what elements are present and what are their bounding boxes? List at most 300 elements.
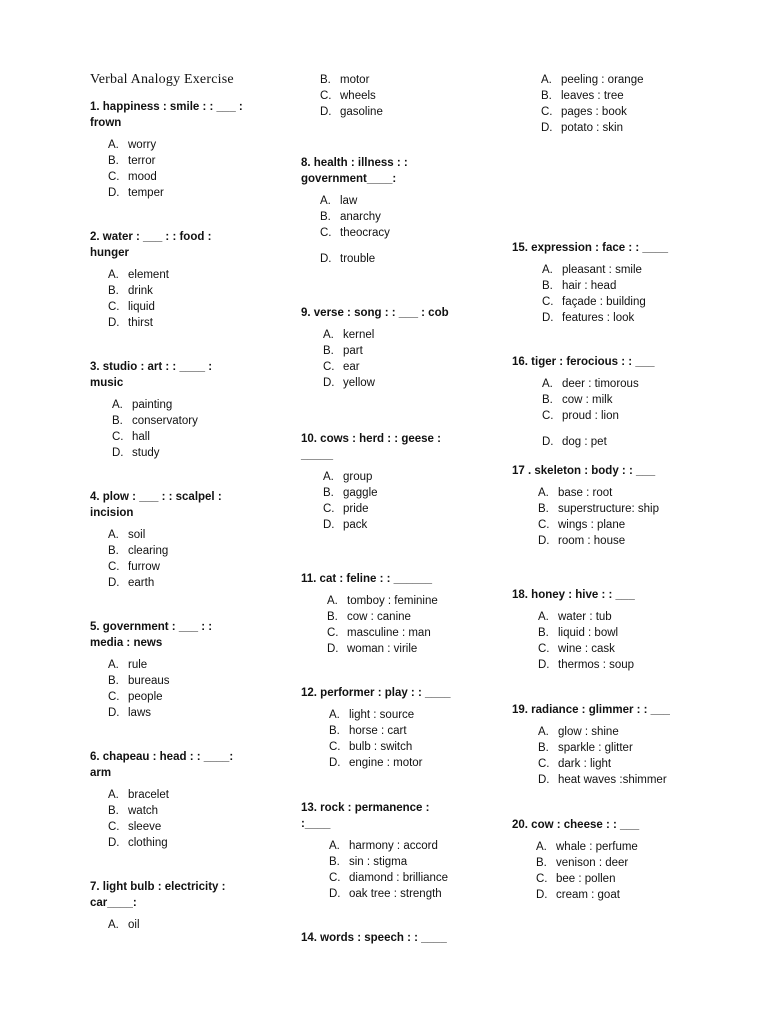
answer-option [108, 169, 243, 185]
option-text: horse : cart [349, 725, 407, 737]
option-letter: C. [108, 691, 120, 703]
option-text: façade : building [562, 296, 646, 308]
option-text: cow : canine [347, 611, 411, 623]
options-list [90, 267, 211, 331]
question-6 [90, 749, 233, 851]
option-text: ear [343, 361, 360, 373]
option-letter: A. [538, 726, 549, 738]
options-list-continued [533, 72, 643, 136]
option-text: hall [132, 431, 150, 443]
option-letter: A. [542, 264, 553, 276]
option-letter: D. [108, 707, 120, 719]
option-text: sparkle : glitter [558, 742, 633, 754]
answer-option [538, 724, 670, 740]
question-text-continued: frown [90, 117, 122, 129]
option-letter: B. [323, 487, 334, 499]
option-text: dog : pet [562, 436, 607, 448]
option-letter: A. [108, 919, 119, 931]
question-text: 12. performer : play : : ____ [301, 687, 451, 699]
options-list [512, 724, 670, 788]
option-text: pleasant : smile [562, 264, 642, 276]
option-text: group [343, 471, 373, 483]
option-letter: D. [108, 317, 120, 329]
answer-option [538, 609, 635, 625]
option-text: drink [128, 285, 153, 297]
answer-option [538, 740, 670, 756]
option-text: terror [128, 155, 156, 167]
option-letter: C. [112, 431, 124, 443]
options-list [301, 193, 408, 267]
question-2 [90, 229, 211, 331]
answer-option [538, 533, 659, 549]
answer-option [538, 625, 635, 641]
option-text: venison : deer [556, 857, 629, 869]
option-text: sin : stigma [349, 856, 408, 868]
answer-option [108, 153, 243, 169]
answer-option [538, 772, 670, 788]
option-text: study [132, 447, 160, 459]
option-text: element [128, 269, 169, 281]
option-letter: C. [542, 296, 554, 308]
option-letter: C. [320, 90, 332, 102]
question-13 [301, 800, 448, 902]
answer-option [108, 689, 212, 705]
option-text: bureaus [128, 675, 170, 687]
option-letter: C. [320, 227, 332, 239]
option-letter: C. [327, 627, 339, 639]
option-text: liquid [128, 301, 155, 313]
question-text: 20. cow : cheese : : ___ [512, 819, 640, 831]
answer-option [108, 299, 211, 315]
question-text: 5. government : ___ : : [90, 621, 213, 633]
question-text: 9. verse : song : : ___ : cob [301, 307, 449, 319]
option-text: bracelet [128, 789, 169, 801]
option-letter: A. [108, 659, 119, 671]
option-letter: B. [536, 857, 547, 869]
options-list [301, 838, 448, 902]
option-text: painting [132, 399, 173, 411]
question-20 [512, 817, 639, 903]
option-letter: C. [538, 643, 550, 655]
option-text: temper [128, 187, 164, 199]
option-text: water : tub [558, 611, 612, 623]
option-letter: B. [541, 90, 552, 102]
answer-option [108, 673, 212, 689]
answer-option [538, 485, 659, 501]
option-text: oak tree : strength [349, 888, 442, 900]
answer-option [542, 278, 668, 294]
answer-option [320, 104, 383, 120]
answer-option [542, 262, 668, 278]
option-letter: B. [108, 545, 119, 557]
question-text: 6. chapeau : head : : ____: [90, 751, 234, 763]
options-list [512, 839, 639, 903]
option-text: yellow [343, 377, 375, 389]
answer-option [323, 501, 441, 517]
option-text: deer : timorous [562, 378, 639, 390]
option-text: people [128, 691, 163, 703]
answer-option [538, 641, 635, 657]
option-text: heat waves :shimmer [558, 774, 667, 786]
option-letter: C. [323, 361, 335, 373]
answer-option [108, 803, 233, 819]
question-text: 14. words : speech : : ____ [301, 932, 447, 944]
option-text: pride [343, 503, 369, 515]
option-letter: D. [538, 535, 550, 547]
answer-option [327, 593, 438, 609]
answer-option [329, 739, 451, 755]
option-letter: C. [108, 821, 120, 833]
option-text: harmony : accord [349, 840, 438, 852]
answer-option [329, 723, 451, 739]
option-letter: A. [108, 139, 119, 151]
question-18 [512, 587, 635, 673]
option-letter: D. [327, 643, 339, 655]
answer-option [541, 120, 643, 136]
option-letter: A. [108, 789, 119, 801]
question-text-continued: hunger [90, 247, 129, 259]
option-text: mood [128, 171, 157, 183]
option-text: features : look [562, 312, 635, 324]
option-text: dark : light [558, 758, 612, 770]
option-letter: C. [538, 758, 550, 770]
question-11 [301, 571, 438, 657]
question-text: 13. rock : permanence : [301, 802, 430, 814]
options-list [512, 376, 655, 450]
option-letter: B. [112, 415, 123, 427]
option-letter: B. [108, 805, 119, 817]
option-text: diamond : brilliance [349, 872, 449, 884]
option-text: worry [128, 139, 157, 151]
option-letter: D. [542, 312, 554, 324]
option-letter: A. [329, 840, 340, 852]
answer-option [112, 413, 212, 429]
options-list [90, 917, 225, 933]
answer-option [108, 705, 212, 721]
options-list-continued [320, 72, 383, 120]
option-text: potato : skin [561, 122, 624, 134]
option-letter: A. [536, 841, 547, 853]
answer-option [112, 445, 212, 461]
question-5 [90, 619, 212, 721]
option-letter: C. [323, 503, 335, 515]
question-text: 19. radiance : glimmer : : ___ [512, 704, 670, 716]
answer-option [323, 327, 449, 343]
option-text: rule [128, 659, 148, 671]
option-letter: A. [323, 471, 334, 483]
option-letter: C. [329, 872, 341, 884]
question-text: 3. studio : art : : ____ : [90, 361, 213, 373]
option-text: glow : shine [558, 726, 619, 738]
option-letter: B. [108, 155, 119, 167]
answer-option [320, 209, 408, 225]
answer-option [108, 787, 233, 803]
option-text: thirst [128, 317, 153, 329]
answer-option [112, 397, 212, 413]
answer-option [536, 887, 639, 903]
options-list [301, 469, 441, 533]
option-text: cream : goat [556, 889, 620, 901]
option-letter: D. [108, 187, 120, 199]
option-letter: A. [538, 611, 549, 623]
option-letter: C. [108, 171, 120, 183]
option-letter: B. [320, 74, 331, 86]
option-letter: D. [108, 577, 120, 589]
option-text: clearing [128, 545, 169, 557]
option-letter: D. [538, 774, 550, 786]
option-text: sleeve [128, 821, 162, 833]
option-letter: B. [329, 856, 340, 868]
option-letter: C. [538, 519, 550, 531]
answer-option [108, 917, 225, 933]
question-4 [90, 489, 222, 591]
option-text: liquid : bowl [558, 627, 619, 639]
question-text: 18. honey : hive : : ___ [512, 589, 635, 601]
question-text-continued: government____: [301, 173, 397, 185]
option-text: light : source [349, 709, 415, 721]
answer-option [320, 88, 383, 104]
options-list [512, 262, 668, 326]
question-text: 1. happiness : smile : : ___ : [90, 101, 243, 113]
option-letter: D. [542, 436, 554, 448]
answer-option [536, 839, 639, 855]
option-text: soil [128, 529, 146, 541]
option-letter: D. [323, 377, 335, 389]
answer-option [108, 527, 222, 543]
answer-option [323, 517, 441, 533]
answer-option [323, 375, 449, 391]
option-text: bee : pollen [556, 873, 616, 885]
option-letter: B. [542, 280, 553, 292]
question-3 [90, 359, 212, 461]
options-list [301, 707, 451, 771]
option-letter: D. [541, 122, 553, 134]
question-14 [301, 930, 447, 946]
answer-option [329, 854, 448, 870]
option-text: part [343, 345, 363, 357]
option-letter: D. [329, 888, 341, 900]
option-text: leaves : tree [561, 90, 624, 102]
option-text: woman : virile [347, 643, 418, 655]
answer-option [108, 543, 222, 559]
question-text: 7. light bulb : electricity : [90, 881, 226, 893]
question-text-continued: media : news [90, 637, 163, 649]
answer-option [108, 283, 211, 299]
answer-option [112, 429, 212, 445]
answer-option [542, 294, 668, 310]
answer-option [538, 756, 670, 772]
answer-option [542, 392, 655, 408]
option-text: hair : head [562, 280, 617, 292]
question-10 [301, 431, 441, 533]
option-letter: B. [329, 725, 340, 737]
answer-option [323, 359, 449, 375]
answer-option [327, 641, 438, 657]
answer-option [323, 343, 449, 359]
option-text: trouble [340, 253, 376, 265]
question-text-continued: car____: [90, 897, 137, 909]
question-text: 15. expression : face : : ____ [512, 242, 668, 254]
question-text-continued: music [90, 377, 124, 389]
answer-option [542, 310, 668, 326]
option-text: laws [128, 707, 152, 719]
option-text: kernel [343, 329, 375, 341]
option-text: earth [128, 577, 155, 589]
option-text: wings : plane [558, 519, 626, 531]
option-text: motor [340, 74, 370, 86]
option-letter: C. [108, 561, 120, 573]
option-text: anarchy [340, 211, 381, 223]
answer-option [329, 870, 448, 886]
option-letter: D. [320, 253, 332, 265]
option-text: base : root [558, 487, 613, 499]
answer-option [536, 855, 639, 871]
page-title: Verbal Analogy Exercise [90, 72, 234, 87]
answer-option [108, 657, 212, 673]
answer-option [108, 267, 211, 283]
question-text: 11. cat : feline : : ______ [301, 573, 433, 585]
option-text: thermos : soup [558, 659, 635, 671]
option-letter: B. [542, 394, 553, 406]
option-letter: A. [320, 195, 331, 207]
question-19 [512, 702, 670, 788]
option-letter: B. [538, 742, 549, 754]
option-letter: C. [329, 741, 341, 753]
option-text: cow : milk [562, 394, 613, 406]
answer-option [320, 251, 408, 267]
option-letter: A. [542, 378, 553, 390]
options-list [90, 657, 212, 721]
answer-option [108, 185, 243, 201]
option-text: proud : lion [562, 410, 619, 422]
option-text: oil [128, 919, 140, 931]
option-text: engine : motor [349, 757, 423, 769]
option-text: room : house [558, 535, 626, 547]
option-letter: D. [108, 837, 120, 849]
options-list [90, 137, 243, 201]
option-letter: A. [329, 709, 340, 721]
answer-option [327, 625, 438, 641]
answer-option [320, 193, 408, 209]
answer-option [538, 501, 659, 517]
answer-option [108, 137, 243, 153]
question-7 [90, 879, 225, 933]
option-letter: B. [108, 285, 119, 297]
options-list [90, 527, 222, 591]
answer-option [108, 835, 233, 851]
answer-option [538, 517, 659, 533]
option-letter: A. [327, 595, 338, 607]
answer-option [329, 838, 448, 854]
option-text: watch [128, 805, 159, 817]
option-letter: A. [323, 329, 334, 341]
answer-option [323, 485, 441, 501]
options-list [301, 327, 449, 391]
answer-option [542, 408, 655, 424]
option-letter: B. [108, 675, 119, 687]
options-list [90, 787, 233, 851]
answer-option [536, 871, 639, 887]
option-letter: A. [108, 269, 119, 281]
option-text: furrow [128, 561, 160, 573]
answer-option [108, 315, 211, 331]
option-text: clothing [128, 837, 168, 849]
option-text: bulb : switch [349, 741, 413, 753]
answer-option [320, 225, 408, 241]
option-text: wine : cask [558, 643, 615, 655]
question-12 [301, 685, 451, 771]
answer-option [108, 559, 222, 575]
question-9 [301, 305, 449, 391]
option-letter: B. [323, 345, 334, 357]
answer-option [541, 72, 643, 88]
question-text: 8. health : illness : : [301, 157, 408, 169]
question-text-continued: :____ [301, 818, 331, 830]
option-text: pages : book [561, 106, 627, 118]
option-letter: A. [541, 74, 552, 86]
option-text: gasoline [340, 106, 383, 118]
question-text-continued: _____ [301, 449, 333, 461]
question-text-continued: arm [90, 767, 112, 779]
option-text: masculine : man [347, 627, 431, 639]
question-text: 2. water : ___ : : food : [90, 231, 212, 243]
answer-option [323, 469, 441, 485]
option-letter: D. [323, 519, 335, 531]
option-letter: A. [538, 487, 549, 499]
option-text: law [340, 195, 358, 207]
question-text: 16. tiger : ferocious : : ___ [512, 356, 655, 368]
question-text: 17 . skeleton : body : : ___ [512, 465, 656, 477]
options-list [512, 609, 635, 673]
option-text: whale : perfume [556, 841, 638, 853]
option-letter: D. [320, 106, 332, 118]
options-list [90, 397, 212, 461]
option-letter: B. [320, 211, 331, 223]
answer-option [541, 88, 643, 104]
option-letter: D. [536, 889, 548, 901]
option-text: wheels [340, 90, 376, 102]
answer-option [108, 819, 233, 835]
answer-option [329, 707, 451, 723]
question-text-continued: incision [90, 507, 134, 519]
option-letter: A. [108, 529, 119, 541]
option-text: conservatory [132, 415, 198, 427]
option-letter: B. [538, 503, 549, 515]
answer-option [538, 657, 635, 673]
option-letter: B. [327, 611, 338, 623]
question-15 [512, 240, 668, 326]
option-text: peeling : orange [561, 74, 644, 86]
options-list [512, 485, 659, 549]
options-list [301, 593, 438, 657]
question-17 [512, 463, 659, 549]
answer-option [542, 434, 655, 450]
option-letter: C. [542, 410, 554, 422]
option-letter: B. [538, 627, 549, 639]
answer-option [108, 575, 222, 591]
question-16 [512, 354, 655, 450]
option-letter: D. [538, 659, 550, 671]
option-text: tomboy : feminine [347, 595, 438, 607]
answer-option [320, 72, 383, 88]
option-letter: C. [108, 301, 120, 313]
option-letter: C. [541, 106, 553, 118]
option-text: theocracy [340, 227, 390, 239]
question-1 [90, 99, 243, 201]
option-letter: C. [536, 873, 548, 885]
answer-option [329, 755, 451, 771]
option-text: gaggle [343, 487, 378, 499]
